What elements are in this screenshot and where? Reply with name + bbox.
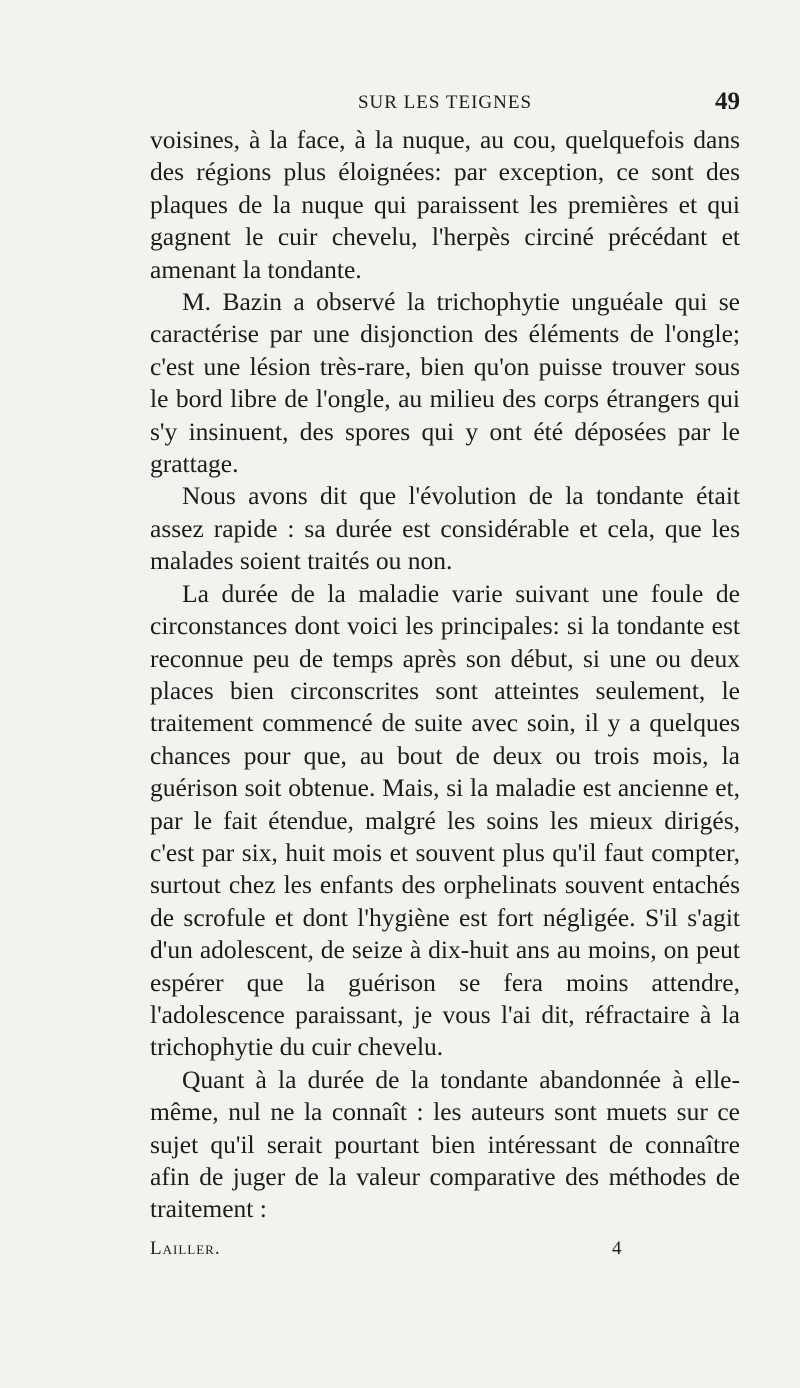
page-header <box>150 88 740 118</box>
paragraph: Nous avons dit que l'évolution de la tondante était assez rapide : sa durée est considérable et cela, que les malades soient traités ou non. <box>150 481 740 576</box>
body-text <box>150 124 740 1226</box>
signature-number: 4 <box>612 1238 622 1259</box>
printer-signature: Lailler. <box>150 1238 221 1259</box>
paragraph: M. Bazin a observé la trichophytie unguéale qui se caractérise par une disjonction des éléments de l'ongle; c'est une lésion très-rare, bien qu'on puisse trouver sous le bord libre de l'ongle, au milieu des corps étrangers qui s'y insinuent, des spores qui y ont été déposées par le grattage. <box>150 287 740 479</box>
paragraph: La durée de la maladie varie suivant une foule de circonstances dont voici les principales: si la tondante est reconnue peu de temps après son début, si une ou deux places bien circonscrites sont atteintes seulement, le traitement commencé de suite avec soin, il y a quelques chances pour que, au bout de deux ou trois mois, la guérison soit obtenue. Mais, si la maladie est ancienne et, par le fait étendue, malgré les soins les mieux dirigés, c'est par six, huit mois et souvent plus qu'il faut compter, surtout chez les enfants des orphelinats souvent entachés de scrofule et dont l'hygiène est fort négligée. S'il s'agit d'un adolescent, de seize à dix-huit ans au moins, on peut espérer que la guérison se fera moins attendre, l'adolescence paraissant, je vous l'ai dit, réfractaire à la trichophytie du cuir chevelu. <box>150 578 740 1062</box>
paragraph: voisines, à la face, à la nuque, au cou, quelquefois dans des régions plus éloignées: par exception, ce sont des plaques de la nuque qui paraissent les premières et qui gagnent le cuir chevelu, l'herpès circiné précédant et amenant la tondante. <box>150 125 740 284</box>
running-title: SUR LES TEIGNES <box>357 92 533 113</box>
paragraph: Quant à la durée de la tondante abandonnée à elle-même, nul ne la connaît : les auteurs sont muets sur ce sujet qu'il serait pourtant bien intéressant de connaître afin de juger de la valeur comparative des méthodes de traitement : <box>150 1064 740 1224</box>
page-number: 49 <box>715 88 740 115</box>
page-footer <box>150 1236 650 1264</box>
